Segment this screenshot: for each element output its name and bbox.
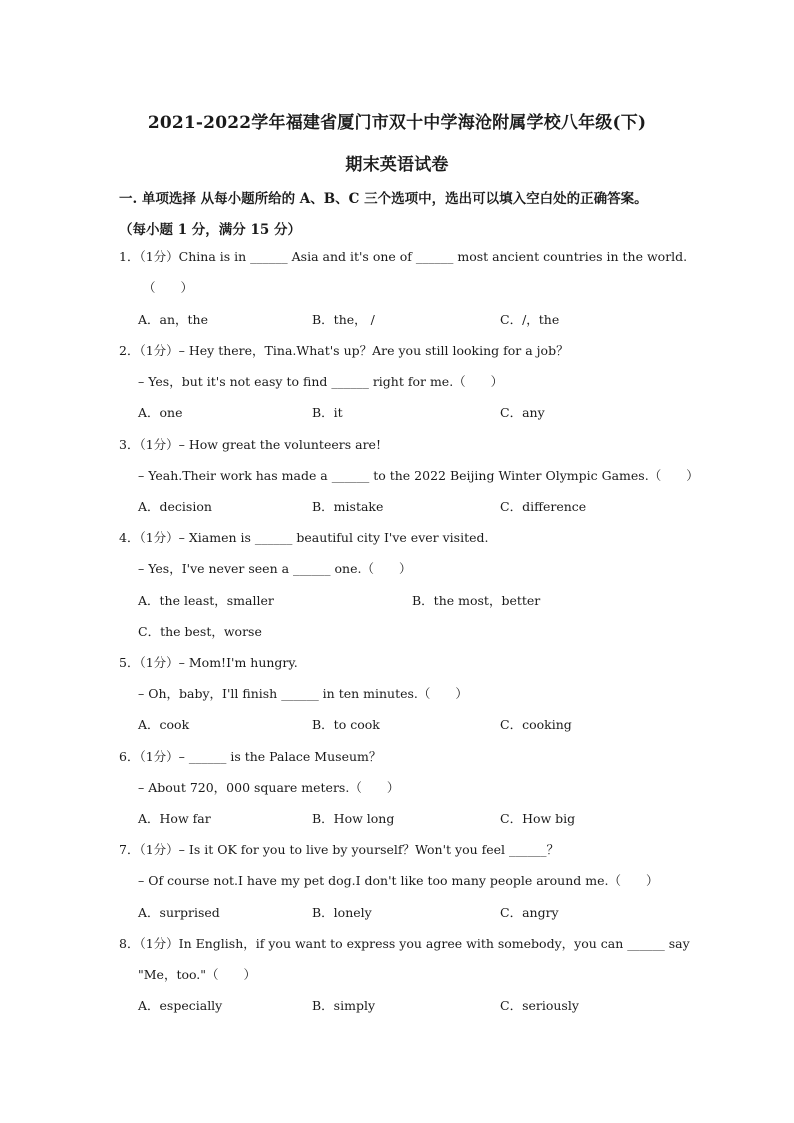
question-6-dialogue: – About 720，000 square meters.（ ） [138,780,400,795]
question-5-option-a[interactable]: A．cook [138,717,190,732]
question-3-option-b[interactable]: B．mistake [312,499,384,514]
question-1-answer-blank: （ ） [143,280,194,295]
section-heading: 一. 单项选择 从每小题所给的 A、B、C 三个选项中，选出可以填入空白处的正确答案。 [119,191,648,207]
question-6-option-b[interactable]: B．How long [312,811,395,826]
question-1-stem: 1．（1分）China is in ______ Asia and it's one of ______ most ancient countries in the world. [119,249,688,264]
question-1-option-a[interactable]: A．an，the [138,312,209,327]
question-7-option-c[interactable]: C．angry [500,905,559,920]
page-title: 2021-2022学年福建省厦门市双十中学海沧附属学校八年级(下) [147,113,647,133]
question-3-stem: 3．（1分）– How great the volunteers are! [119,437,381,452]
question-3-dialogue: – Yeah.Their work has made a ______ to the 2022 Beijing Winter Olympic Games.（ ） [138,468,699,483]
question-8-option-c[interactable]: C．seriously [500,998,579,1013]
question-4-option-c[interactable]: C．the best，worse [138,624,262,639]
question-4-option-a[interactable]: A．the least，smaller [138,593,274,608]
question-2-option-a[interactable]: A．one [138,405,183,420]
question-6-option-c[interactable]: C．How big [500,811,576,826]
question-4-dialogue: – Yes，I've never seen a ______ one.（ ） [138,561,412,576]
question-2-stem: 2．（1分）– Hey there，Tina.What's up？Are you still looking for a job？ [119,343,569,358]
question-7-stem: 7．（1分）– Is it OK for you to live by yourself？Won't you feel ______？ [119,842,560,857]
question-7-option-b[interactable]: B．lonely [312,905,372,920]
question-4-option-b[interactable]: B．the most，better [412,593,541,608]
question-5-stem: 5．（1分）– Mom!I'm hungry. [119,655,298,670]
question-5-option-b[interactable]: B．to cook [312,717,380,732]
question-1-option-b[interactable]: B．the， / [312,312,375,327]
question-6-option-a[interactable]: A．How far [138,811,211,826]
question-3-option-c[interactable]: C．difference [500,499,587,514]
question-2-option-b[interactable]: B．it [312,405,343,420]
question-7-option-a[interactable]: A．surprised [138,905,220,920]
page-subtitle: 期末英语试卷 [345,155,449,175]
question-5-option-c[interactable]: C．cooking [500,717,572,732]
question-1-option-c[interactable]: C．/，the [500,312,560,327]
question-8-option-a[interactable]: A．especially [138,998,223,1013]
question-7-dialogue: – Of course not.I have my pet dog.I don't like too many people around me.（ ） [138,873,659,888]
question-8-option-b[interactable]: B．simply [312,998,376,1013]
section-note: （每小题 1 分，满分 15 分） [119,222,301,238]
question-4-stem: 4．（1分）– Xiamen is ______ beautiful city I've ever visited. [119,530,489,545]
question-2-option-c[interactable]: C．any [500,405,545,420]
question-8-stem: 8．（1分）In English，if you want to express you agree with somebody，you can ______ say [119,936,690,951]
question-5-dialogue: – Oh，baby，I'll finish ______ in ten minutes.（ ） [138,686,468,701]
question-6-stem: 6．（1分）– ______ is the Palace Museum？ [119,749,382,764]
question-2-dialogue: – Yes，but it's not easy to find ______ right for me.（ ） [138,374,504,389]
question-3-option-a[interactable]: A．decision [138,499,212,514]
question-8-continuation: "Me，too."（ ） [138,967,257,982]
